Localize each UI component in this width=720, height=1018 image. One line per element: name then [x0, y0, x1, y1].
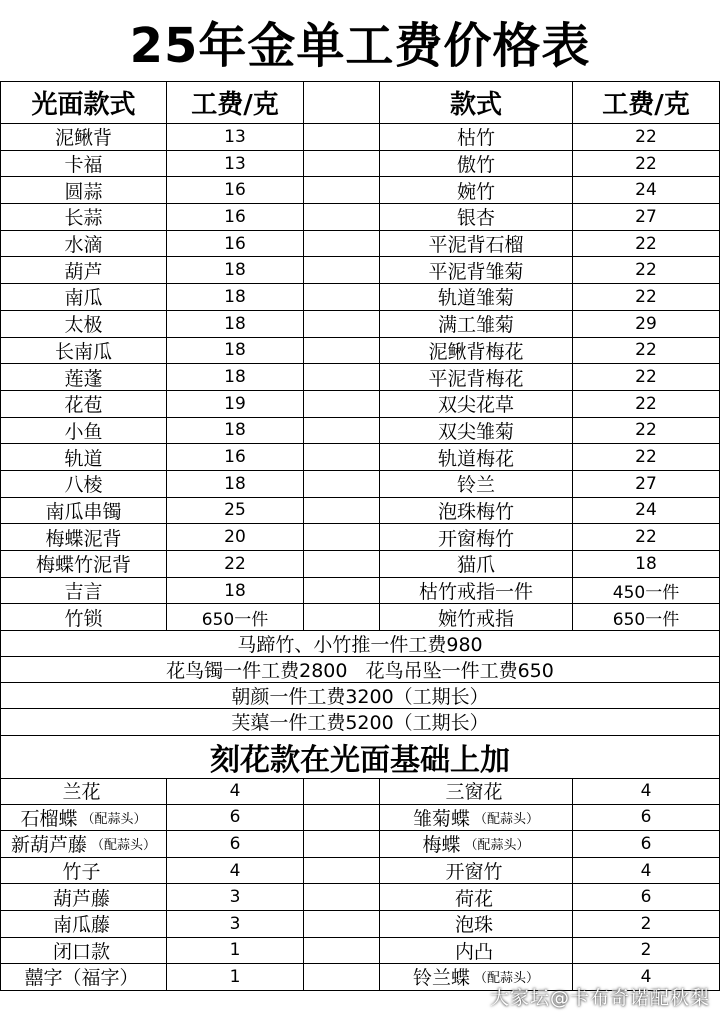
table-cell: 16 [167, 204, 304, 231]
table-cell: 平泥背石榴 [380, 231, 573, 258]
table-cell: 18 [167, 338, 304, 365]
table-cell: 22 [573, 124, 720, 151]
item-name: 竹子 [62, 861, 101, 884]
note-row: 朝颜一件工费3200（工期长） [0, 682, 720, 709]
table-cell: 25 [167, 498, 304, 525]
table-cell: 18 [167, 364, 304, 391]
table-cell: 银杏 [380, 204, 573, 231]
item-name: 闭口款 [52, 940, 110, 963]
empty-cell [304, 231, 380, 258]
empty-cell [304, 831, 380, 858]
item-name: 三窗花 [445, 781, 503, 804]
table-cell: 4 [573, 778, 720, 805]
table-cell [380, 858, 573, 885]
table-cell: 长南瓜 [0, 338, 167, 365]
item-note: （配蒜头） [464, 838, 530, 854]
item-note: （配蒜头） [91, 838, 157, 854]
empty-cell [304, 911, 380, 938]
note-row: 花鸟镯一件工费2800 花鸟吊坠一件工费650 [0, 656, 720, 683]
table-cell: 双尖花草 [380, 391, 573, 418]
table-cell: 猫爪 [380, 551, 573, 578]
table-cell: 八棱 [0, 471, 167, 498]
table-cell: 4 [167, 858, 304, 885]
item-note: （配蒜头） [81, 811, 147, 827]
table-cell [380, 831, 573, 858]
table-cell [0, 831, 167, 858]
empty-cell [304, 524, 380, 551]
table-cell: 27 [573, 204, 720, 231]
empty-cell [304, 964, 380, 991]
table-cell: 6 [573, 831, 720, 858]
empty-cell [304, 124, 380, 151]
table-cell: 泥鳅背 [0, 124, 167, 151]
table-cell: 双尖雏菊 [380, 418, 573, 445]
empty-cell [304, 284, 380, 311]
table-cell: 平泥背梅花 [380, 364, 573, 391]
empty-cell [304, 578, 380, 605]
table-cell: 450一件 [573, 578, 720, 605]
empty-cell [304, 177, 380, 204]
empty-cell [304, 257, 380, 284]
item-name: 内凸 [454, 940, 493, 963]
table-cell: 18 [167, 284, 304, 311]
empty-cell [304, 444, 380, 471]
table-cell [0, 805, 167, 832]
table-cell: 吉言 [0, 578, 167, 605]
table-cell: 太极 [0, 311, 167, 338]
table-cell: 6 [167, 831, 304, 858]
empty-cell [304, 391, 380, 418]
table-cell: 16 [167, 231, 304, 258]
empty-cell [304, 858, 380, 885]
table-cell: 梅蝶泥背 [0, 524, 167, 551]
table-cell: 22 [573, 257, 720, 284]
item-note: （配蒜头） [474, 971, 540, 987]
watermark: 大家坛@卡布奇诺配秋梨 [489, 987, 710, 1009]
table-cell: 枯竹 [380, 124, 573, 151]
table-cell: 轨道 [0, 444, 167, 471]
table-cell: 22 [573, 524, 720, 551]
empty-cell [304, 805, 380, 832]
table-cell: 22 [167, 551, 304, 578]
table-cell: 2 [573, 911, 720, 938]
item-note: （配蒜头） [474, 811, 540, 827]
table-cell: 22 [573, 391, 720, 418]
table-cell: 2 [573, 938, 720, 965]
table-cell [380, 805, 573, 832]
table-cell: 4 [573, 858, 720, 885]
engraving-section-title: 刻花款在光面基础上加 [0, 735, 720, 779]
table-cell: 22 [573, 444, 720, 471]
item-name: 梅蝶 [422, 834, 461, 857]
table-cell: 650一件 [573, 604, 720, 631]
table-cell: 梅蝶竹泥背 [0, 551, 167, 578]
empty-cell [304, 311, 380, 338]
item-name: 新葫芦藤 [10, 834, 87, 857]
item-name: 兰花 [62, 781, 101, 804]
table-cell: 泥鳅背梅花 [380, 338, 573, 365]
table-cell: 卡福 [0, 151, 167, 178]
table-cell: 6 [573, 884, 720, 911]
table-cell: 20 [167, 524, 304, 551]
table-cell: 傲竹 [380, 151, 573, 178]
empty-cell [304, 418, 380, 445]
table-cell: 22 [573, 364, 720, 391]
column-header [304, 82, 380, 124]
item-name: 葫芦藤 [52, 887, 110, 910]
item-name: 开窗竹 [445, 861, 503, 884]
table-cell: 小鱼 [0, 418, 167, 445]
table-cell: 24 [573, 177, 720, 204]
table-cell: 16 [167, 177, 304, 204]
table-cell: 650一件 [167, 604, 304, 631]
empty-cell [304, 938, 380, 965]
table-cell [0, 858, 167, 885]
table-cell: 泡珠梅竹 [380, 498, 573, 525]
empty-cell [304, 338, 380, 365]
item-name: 石榴蝶 [20, 807, 78, 830]
table-cell: 轨道梅花 [380, 444, 573, 471]
note-row: 马蹄竹、小竹推一件工费980 [0, 630, 720, 657]
table-cell: 3 [167, 911, 304, 938]
table-cell [0, 884, 167, 911]
table-cell: 葫芦 [0, 257, 167, 284]
column-header: 工费/克 [167, 82, 304, 124]
table-cell: 3 [167, 884, 304, 911]
column-header: 款式 [380, 82, 573, 124]
column-header: 光面款式 [0, 82, 167, 124]
table-cell: 6 [573, 805, 720, 832]
table-cell: 南瓜串镯 [0, 498, 167, 525]
empty-cell [304, 604, 380, 631]
table-cell: 婉竹 [380, 177, 573, 204]
empty-cell [304, 364, 380, 391]
table-cell: 婉竹戒指 [380, 604, 573, 631]
table-cell: 18 [167, 578, 304, 605]
table-cell: 1 [167, 938, 304, 965]
table-cell: 1 [167, 964, 304, 991]
page-title: 25年金单工费价格表 [129, 17, 591, 74]
table-cell [0, 938, 167, 965]
table-cell: 19 [167, 391, 304, 418]
table-cell: 22 [573, 418, 720, 445]
table-cell: 开窗梅竹 [380, 524, 573, 551]
table-cell: 27 [573, 471, 720, 498]
price-table [0, 81, 720, 631]
table-cell: 花苞 [0, 391, 167, 418]
table-cell [0, 778, 167, 805]
table-cell [0, 964, 167, 991]
note-row: 芙蕖一件工费5200（工期长） [0, 708, 720, 736]
item-name: 囍字（福字） [24, 967, 139, 990]
table-cell: 水滴 [0, 231, 167, 258]
item-name: 雏菊蝶 [412, 807, 470, 830]
column-header: 工费/克 [573, 82, 720, 124]
table-cell: 16 [167, 444, 304, 471]
item-name: 南瓜藤 [52, 914, 110, 937]
table-cell [380, 938, 573, 965]
table-cell: 13 [167, 151, 304, 178]
table-cell [380, 911, 573, 938]
table-cell: 南瓜 [0, 284, 167, 311]
table-cell: 18 [167, 471, 304, 498]
table-cell: 枯竹戒指一件 [380, 578, 573, 605]
table-cell: 莲蓬 [0, 364, 167, 391]
table-cell: 22 [573, 231, 720, 258]
table-cell: 24 [573, 498, 720, 525]
table-cell: 29 [573, 311, 720, 338]
table-cell [0, 911, 167, 938]
table-cell: 4 [167, 778, 304, 805]
table-cell: 18 [573, 551, 720, 578]
empty-cell [304, 551, 380, 578]
table-cell: 平泥背雏菊 [380, 257, 573, 284]
engraving-table [0, 778, 720, 991]
table-cell: 4 [573, 964, 720, 991]
item-name: 荷花 [454, 887, 493, 910]
empty-cell [304, 471, 380, 498]
table-cell [380, 884, 573, 911]
empty-cell [304, 778, 380, 805]
table-cell: 长蒜 [0, 204, 167, 231]
table-cell: 竹锁 [0, 604, 167, 631]
item-name: 泡珠 [454, 914, 493, 937]
table-cell: 13 [167, 124, 304, 151]
table-cell: 22 [573, 151, 720, 178]
table-cell: 18 [167, 257, 304, 284]
table-cell: 18 [167, 311, 304, 338]
table-cell: 22 [573, 284, 720, 311]
table-cell: 22 [573, 338, 720, 365]
table-cell: 圆蒜 [0, 177, 167, 204]
table-cell: 铃兰 [380, 471, 573, 498]
table-cell: 18 [167, 418, 304, 445]
table-cell: 6 [167, 805, 304, 832]
empty-cell [304, 884, 380, 911]
empty-cell [304, 498, 380, 525]
empty-cell [304, 151, 380, 178]
table-cell: 轨道雏菊 [380, 284, 573, 311]
table-cell [380, 778, 573, 805]
item-name: 铃兰蝶 [412, 967, 470, 990]
empty-cell [304, 204, 380, 231]
table-cell: 满工雏菊 [380, 311, 573, 338]
